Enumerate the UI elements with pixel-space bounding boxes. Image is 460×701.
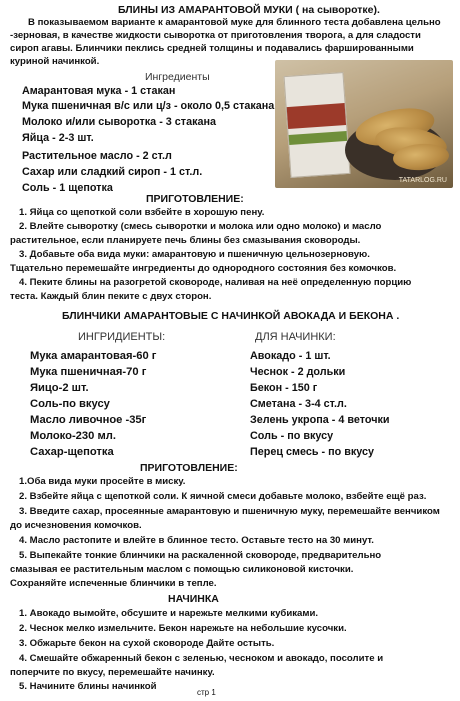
- flour-bag-image: [284, 72, 351, 178]
- filling-item: Перец смесь - по вкусу: [250, 446, 374, 458]
- pancakes-photo: [275, 60, 453, 188]
- preparation-heading: ПРИГОТОВЛЕНИЕ:: [146, 193, 244, 205]
- ingredient-item: Яицо-2 шт.: [30, 382, 89, 394]
- filling-step: 4. Смешайте обжаренный бекон с зеленью, чесноком и авокадо, посолите и: [19, 653, 384, 664]
- intro-line: -зерновая, в качестве жидкости сыворотка от приготовления творога, а для сладости: [10, 30, 421, 41]
- filling-item: Авокадо - 1 шт.: [250, 350, 331, 362]
- prep-step: растительное, если планируете печь блины без смазывания сковороды.: [10, 235, 361, 246]
- prep-step: смазывая ее растительным маслом с помощью силиконовой кисточки.: [10, 564, 354, 575]
- ingredient-item: Амарантовая мука - 1 стакан: [22, 85, 176, 97]
- prep-step: 1.Оба вида муки просейте в миску.: [19, 476, 186, 487]
- prep-step: 1. Яйца со щепоткой соли взбейте в хорошую пену.: [19, 207, 265, 218]
- ingredient-item: Соль-по вкусу: [30, 398, 110, 410]
- prep-step: 2. Влейте сыворотку (смесь сыворотки и молока или одно молоко) и масло: [19, 221, 382, 232]
- filling-label: ДЛЯ НАЧИНКИ:: [255, 331, 336, 343]
- prep-step: Сохраняйте испеченные блинчики в тепле.: [10, 578, 217, 589]
- recipe-2-title: БЛИНЧИКИ АМАРАНТОВЫЕ С НАЧИНКОЙ АВОКАДА И БЕКОНА .: [62, 310, 400, 322]
- ingredient-item: Соль - 1 щепотка: [22, 182, 113, 194]
- prep-step: 2. Взбейте яйца с щепоткой соли. К яичной смеси добавьте молоко, взбейте ещё раз.: [19, 491, 427, 502]
- ingredients-label: Ингредиенты: [145, 71, 210, 83]
- filling-step: 2. Чеснок мелко измельчите. Бекон нарежьте на небольшие кусочки.: [19, 623, 347, 634]
- ingredient-item: Молоко-230 мл.: [30, 430, 116, 442]
- prep-step: до исчезновения комочков.: [10, 520, 142, 531]
- ingredient-item: Сахар или сладкий сироп - 1 ст.л.: [22, 166, 203, 178]
- filling-item: Чеснок - 2 дольки: [250, 366, 346, 378]
- intro-line: сироп агавы. Блинчики пеклись средней толщины и подавались фаршированными: [10, 43, 414, 54]
- filling-item: Бекон - 150 г: [250, 382, 318, 394]
- prep-step: 3. Добавьте оба вида муки: амарантовую и пшеничную цельнозерновую.: [19, 249, 370, 260]
- prep-step: теста. Каждый блин пеките с двух сторон.: [10, 291, 212, 302]
- filling-heading: НАЧИНКА: [168, 593, 219, 605]
- ingredient-item: Мука амарантовая-60 г: [30, 350, 157, 362]
- prep-step: 4. Пеките блины на разогретой сковороде, наливая на неё определенную порцию: [19, 277, 412, 288]
- ingredient-item: Мука пшеничная-70 г: [30, 366, 147, 378]
- filling-item: Сметана - 3-4 ст.л.: [250, 398, 347, 410]
- ingredient-item: Мука пшеничная в/с или ц/з - около 0,5 стакана: [22, 100, 275, 112]
- ingredients-label-2: ИНГРИДИЕНТЫ:: [78, 331, 166, 343]
- photo-watermark: TATARLOG.RU: [398, 177, 447, 184]
- filling-item: Зелень укропа - 4 веточки: [250, 414, 390, 426]
- ingredient-item: Масло ливочное -35г: [30, 414, 147, 426]
- filling-step: 3. Обжарьте бекон на сухой сковороде Дайте остыть.: [19, 638, 275, 649]
- ingredient-item: Молоко и/или сыворотка - 3 стакана: [22, 116, 217, 128]
- intro-line: В показываемом варианте к амарантовой муке для блинного теста добавлена цельно: [28, 17, 441, 28]
- ingredient-item: Сахар-щепотка: [30, 446, 114, 458]
- filling-step: 1. Авокадо вымойте, обсушите и нарежьте мелкими кубиками.: [19, 608, 319, 619]
- prep-step: 4. Масло растопите и влейте в блинное тесто. Оставьте тесто на 30 минут.: [19, 535, 374, 546]
- ingredient-item: Яйца - 2-3 шт.: [22, 132, 94, 144]
- prep-step: Тщательно перемешайте ингредиенты до однородного состояния без комочков.: [10, 263, 397, 274]
- preparation-heading-2: ПРИГОТОВЛЕНИЕ:: [140, 462, 238, 474]
- page-number: стр 1: [197, 688, 216, 697]
- prep-step: 5. Выпекайте тонкие блинчики на раскаленной сковороде, предварительно: [19, 550, 382, 561]
- recipe-1-title: БЛИНЫ ИЗ АМАРАНТОВОЙ МУКИ ( на сыворотке).: [118, 4, 380, 16]
- filling-step: 5. Начините блины начинкой: [19, 681, 157, 692]
- filling-step: поперчите по вкусу, перемешайте начинку.: [10, 667, 215, 678]
- prep-step: 3. Введите сахар, просеянные амарантовую и пшеничную муку, перемешайте венчиком: [19, 506, 440, 517]
- filling-item: Соль - по вкусу: [250, 430, 334, 442]
- ingredient-item: Растительное масло - 2 ст.л: [22, 150, 172, 162]
- intro-line: куриной начинкой.: [10, 56, 100, 67]
